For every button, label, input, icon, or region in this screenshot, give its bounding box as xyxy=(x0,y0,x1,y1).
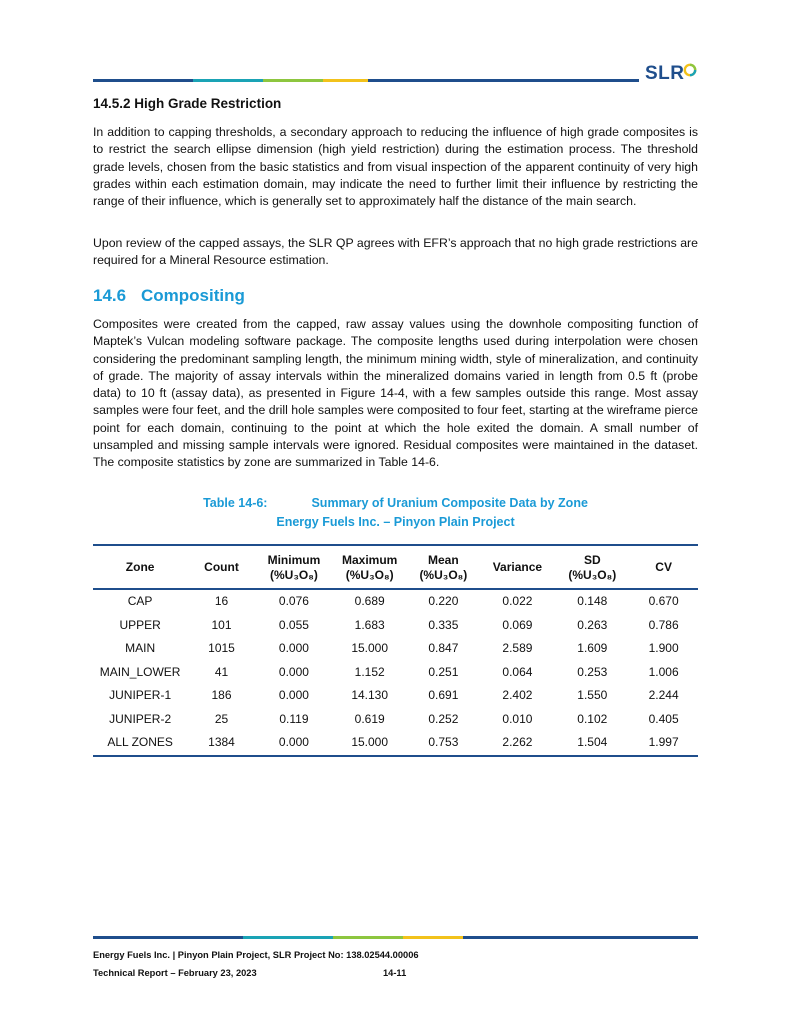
table-cell: 0.064 xyxy=(502,664,533,679)
table-cell: 1.900 xyxy=(648,641,679,655)
table-cell: MAIN xyxy=(125,641,156,655)
table-row xyxy=(93,637,698,661)
col-header-count: Count xyxy=(204,560,239,574)
table-header-row xyxy=(93,545,698,589)
table-cell: ALL ZONES xyxy=(107,735,173,749)
table-body xyxy=(93,589,698,756)
footer-rule xyxy=(93,936,698,939)
table-cell: 0.405 xyxy=(648,711,679,726)
col-header-mean: Mean (%U₃O₈) xyxy=(419,552,468,582)
table-cell: 0.010 xyxy=(502,711,533,726)
table-cell: 15.000 xyxy=(351,641,389,655)
table-cell: 2.402 xyxy=(502,688,533,702)
table-cell: 0.000 xyxy=(278,664,309,679)
table-cell: 186 xyxy=(211,688,232,702)
unit-label: (%U₃O₈) xyxy=(568,567,617,582)
table-cell: 0.220 xyxy=(428,594,459,608)
table-cell: 16 xyxy=(214,594,229,608)
table-cell: 1015 xyxy=(208,641,235,655)
table-cell: 0.847 xyxy=(428,641,459,655)
table-row xyxy=(93,661,698,685)
table-cell: JUNIPER-1 xyxy=(109,688,172,702)
table-cell: 0.689 xyxy=(354,594,385,608)
table-cell: 101 xyxy=(211,617,232,632)
table-cell: 0.253 xyxy=(577,664,608,679)
table-cell: JUNIPER-2 xyxy=(109,711,172,726)
table-cell: 0.119 xyxy=(279,711,309,726)
table-cell: 0.076 xyxy=(278,594,309,608)
table-cell: UPPER xyxy=(119,617,161,632)
section-heading-14-5-2: 14.5.2 High Grade Restriction xyxy=(93,96,282,111)
section-number: 14.6 xyxy=(93,286,127,305)
unit-label: (%U₃O₈) xyxy=(345,567,394,582)
table-cell: 1.504 xyxy=(577,735,608,749)
table-cell: 1.683 xyxy=(354,617,385,632)
table-cell: CAP xyxy=(127,594,153,608)
table-cell: 14.130 xyxy=(351,688,389,702)
composite-stats-table xyxy=(93,544,698,757)
col-header-zone: Zone xyxy=(125,560,155,574)
paragraph-high-grade-1: In addition to capping thresholds, a secondary approach to reducing the influence of high grade composites is to restrict the search ellipse dimension (high yield restriction) during the estimation process. The threshold grade levels, chosen from the basic statistics and from visual inspection of the apparent continuity of very high grades within each estimation domain, may indicate the need to further limit their influence by restricting the range of their influence, which is generally set to approximately half the distance of the main search. xyxy=(93,125,698,209)
table-cell: 41 xyxy=(214,664,229,679)
table-cell: 1384 xyxy=(208,735,235,749)
footer-report-line: Technical Report – February 23, 2023 xyxy=(93,968,257,978)
table-row xyxy=(93,614,698,638)
table-cell: 0.000 xyxy=(278,735,309,749)
table-cell: 0.102 xyxy=(577,711,608,726)
table-cell: 0.022 xyxy=(502,594,533,608)
table-cell: 0.148 xyxy=(577,594,608,608)
table-cell: 0.252 xyxy=(428,711,459,726)
table-cell: 0.335 xyxy=(428,617,459,632)
table-cell: 0.619 xyxy=(354,711,385,726)
table-cell: 2.244 xyxy=(648,688,679,702)
table-row xyxy=(93,708,698,732)
table-row xyxy=(93,684,698,708)
table-cell: 0.263 xyxy=(577,617,608,632)
table-row xyxy=(93,589,698,614)
col-header-maximum: Maximum (%U₃O₈) xyxy=(342,552,398,582)
col-header-minimum: Minimum (%U₃O₈) xyxy=(267,552,321,582)
table-cell: 0.251 xyxy=(428,664,459,679)
table-cell: 1.997 xyxy=(648,735,679,749)
table-cell: 1.152 xyxy=(354,664,385,679)
header-rule xyxy=(93,79,639,82)
table-cell: 0.000 xyxy=(278,641,309,655)
section-heading-14-6 xyxy=(93,285,245,307)
table-caption-title: Summary of Uranium Composite Data by Zone xyxy=(311,496,588,510)
table-cell: 0.069 xyxy=(502,617,533,632)
table-cell: 0.000 xyxy=(278,688,309,702)
col-header-cv: CV xyxy=(655,560,672,574)
table-cell: 0.691 xyxy=(428,688,459,702)
table-caption-subtitle: Energy Fuels Inc. – Pinyon Plain Project xyxy=(276,515,515,529)
table-cell: 25 xyxy=(214,711,229,726)
slr-logo-mark-icon xyxy=(683,63,697,77)
paragraph-high-grade-2: Upon review of the capped assays, the SLR QP agrees with EFR’s approach that no high grade restrictions are required for a Mineral Resource estimation. xyxy=(93,236,698,268)
table-cell: 0.786 xyxy=(648,617,679,632)
section-title: Compositing xyxy=(141,286,245,305)
table-caption xyxy=(93,494,698,532)
table-caption-label: Table 14-6: xyxy=(203,496,268,510)
table-cell: 2.589 xyxy=(502,641,533,655)
table-cell: 1.006 xyxy=(648,664,679,679)
table-cell: 15.000 xyxy=(351,735,389,749)
table-cell: 1.609 xyxy=(577,641,608,655)
table-row xyxy=(93,731,698,756)
table-cell: 1.550 xyxy=(577,688,608,702)
slr-logo: SLR xyxy=(645,62,701,86)
paragraph-compositing: Composites were created from the capped, raw assay values using the downhole compositing function of Maptek’s Vulcan modeling software package. The composite lengths used during interpolation were chosen considering the predominant sampling length, the minimum mining width, style of mineralization, and continuity of grade. The majority of assay intervals within the mineralized domains varied in length from 0.5 ft (probe data) to 10 ft (assay data), as presented in Figure 14-4, with a few samples outside this range. Most assay samples were four feet, and the drill hole samples were composited to four feet, starting at the wireframe pierce point for each domain, continuing to the point at which the hole exited the domain. A small number of unsampled and missing sample intervals were ignored. Residual composites were maintained in the dataset. The composite statistics by zone are summarized in Table 14-6. xyxy=(93,317,698,470)
unit-label: (%U₃O₈) xyxy=(270,567,318,582)
footer-project-line: Energy Fuels Inc. | Pinyon Plain Project, SLR Project No: 138.02544.00006 xyxy=(93,950,419,960)
table-cell: 0.670 xyxy=(648,594,679,608)
table-cell: 0.753 xyxy=(428,735,459,749)
table-cell: 2.262 xyxy=(502,735,533,749)
table-cell: MAIN_LOWER xyxy=(99,664,181,679)
table-cell: 0.055 xyxy=(278,617,309,632)
col-header-variance: Variance xyxy=(492,560,543,574)
unit-label: (%U₃O₈) xyxy=(419,567,468,582)
page-number: 14-11 xyxy=(383,968,407,978)
col-header-sd: SD (%U₃O₈) xyxy=(568,552,617,582)
